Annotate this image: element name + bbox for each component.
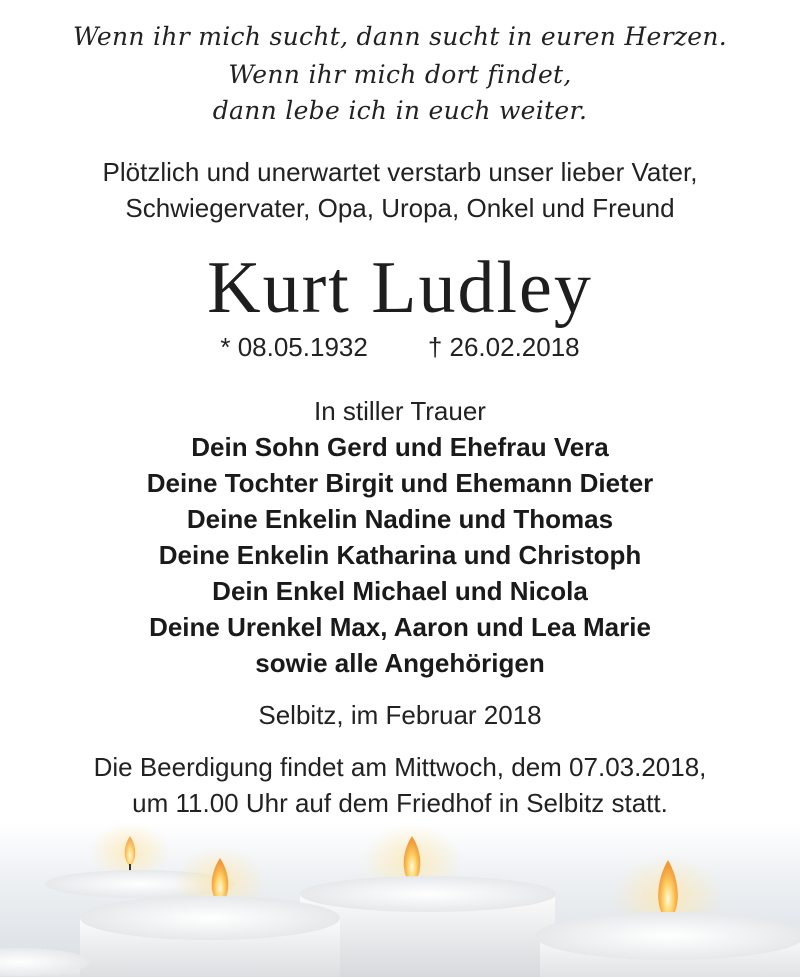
mourning-intro: In stiller Trauer [314, 396, 486, 426]
candles-illustration [0, 822, 800, 977]
mourner-line: Deine Enkelin Katharina und Christoph [158, 540, 642, 570]
birth-date: * 08.05.1932 [220, 332, 368, 362]
mourner-line: Deine Tochter Birgit und Ehemann Dieter [146, 468, 654, 498]
mourner-line: Dein Enkel Michael und Nicola [212, 576, 588, 606]
funeral-line-2: um 11.00 Uhr auf dem Friedhof in Selbitz statt. [132, 788, 668, 818]
intro-line-2: Schwiegervater, Opa, Uropa, Onkel und Freund [125, 193, 675, 223]
funeral-line-1: Die Beerdigung findet am Mittwoch, dem 07.03.2018, [93, 752, 707, 782]
quote-line-2: Wenn ihr mich dort findet, [228, 60, 572, 89]
quote-line-1: Wenn ihr mich sucht, dann sucht in euren Herzen. [72, 22, 728, 51]
life-dates [0, 332, 800, 363]
mourner-line: Deine Urenkel Max, Aaron und Lea Marie [149, 612, 651, 642]
quote-line-3: dann lebe ich in euch weiter. [212, 96, 588, 125]
death-date: † 26.02.2018 [427, 332, 580, 362]
deceased-name: Kurt Ludley [207, 247, 593, 329]
place-date: Selbitz, im Februar 2018 [258, 700, 542, 730]
intro-line-1: Plötzlich und unerwartet verstarb unser lieber Vater, [102, 157, 698, 187]
mourner-line: Dein Sohn Gerd und Ehefrau Vera [191, 432, 609, 462]
mourner-line: sowie alle Angehörigen [255, 648, 545, 678]
mourner-line: Deine Enkelin Nadine und Thomas [186, 504, 614, 534]
